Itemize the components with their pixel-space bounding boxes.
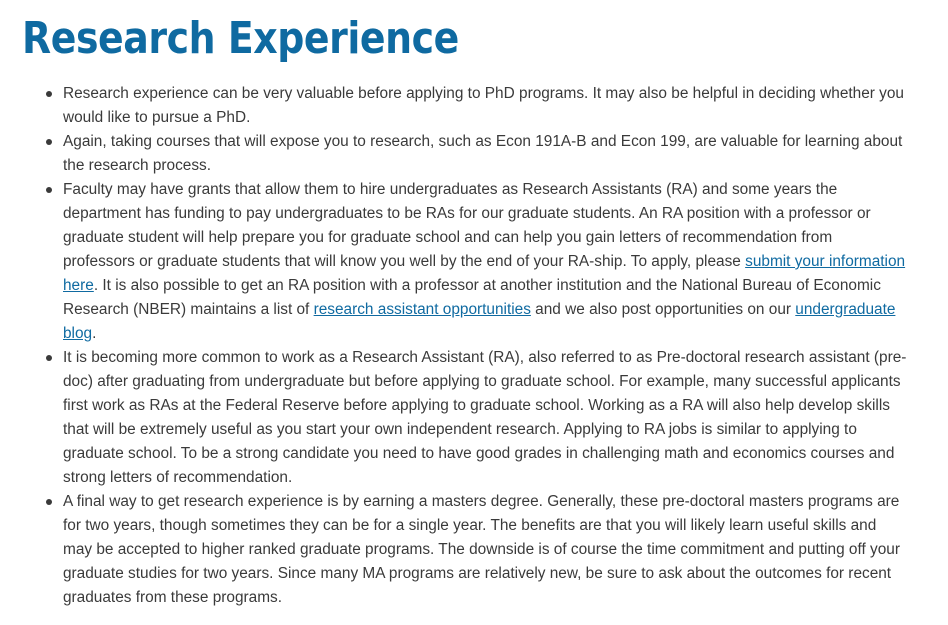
list-item <box>63 130 908 178</box>
list-item-text: Again, taking courses that will expose you to research, such as Econ 191A-B and Econ 199, are valuable for learning about the research process. <box>63 133 903 174</box>
list-item-text: It is becoming more common to work as a Research Assistant (RA), also referred to as Pre-doctoral research assistant (pre-doc) after graduating from undergraduate but before applying to graduate school. For example, many successful applicants first work as RAs at the Federal Reserve before applying to graduate school. Working as a RA will also help develop skills that will be extremely useful as you start your own independent research. Applying to RA jobs is similar to applying to graduate school. To be a strong candidate you need to have good grades in challenging math and economics courses and strong letters of recommendation. <box>63 349 907 486</box>
list-item <box>63 346 908 490</box>
list-item <box>63 82 908 130</box>
research-assistant-opportunities-link[interactable]: research assistant opportunities <box>313 301 531 318</box>
list-item-text: Faculty may have grants that allow them to hire undergraduates as Research Assistants (RA) and some years the department has funding to pay undergraduates to be RAs for our graduate students. An RA position with a professor or graduate student will help prepare you for graduate school and can help you gain letters of recommendation from professors or graduate students that will know you well by the end of your RA-ship. To apply, please <box>63 181 871 270</box>
list-item-text: . <box>92 325 97 342</box>
list-item <box>63 490 908 610</box>
list-item-text: and we also post opportunities on our <box>530 301 796 318</box>
undergraduate-blog-link[interactable]: undergraduate blog <box>63 301 896 342</box>
list-item <box>63 178 908 346</box>
list-item-text: A final way to get research experience is by earning a masters degree. Generally, these pre-doctoral masters programs are for two years, though sometimes they can be for a single year. The benefits are that you will likely learn useful skills and may be accepted to higher ranked graduate programs. The downside is of course the time commitment and putting off your graduate studies for two years. Since many MA programs are relatively new, be sure to ask about the outcomes for recent graduates from these programs. <box>63 493 900 606</box>
research-experience-list <box>63 82 908 610</box>
list-item-text: . It is also possible to get an RA position with a professor at another institution and the National Bureau of Economic Research (NBER) maintains a list of <box>63 277 881 318</box>
page-title: Research Experience <box>22 13 459 64</box>
list-item-text: Research experience can be very valuable before applying to PhD programs. It may also be helpful in deciding whether you would like to pursue a PhD. <box>63 85 904 126</box>
submit-information-link[interactable]: submit your information here <box>63 253 906 294</box>
